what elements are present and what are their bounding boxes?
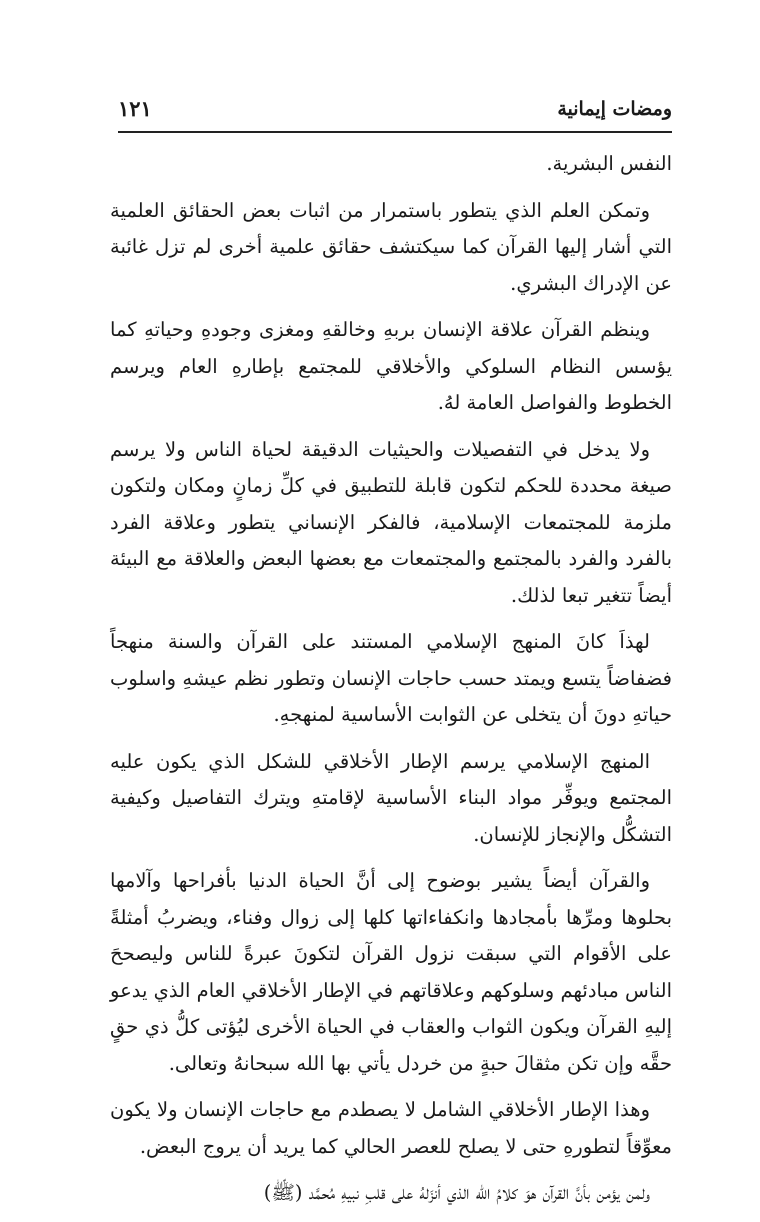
paragraph: والقرآن أيضاً يشير بوضوح إلى أنَّ الحياة الدنيا بأفراحها وآلامها بحلوها ومرِّها بأمجادها وانكفاءاتها كلها إلى زوال وفناء، ويضربُ أمثلةً على الأقوام التي سبقت نزول القرآن لتكونَ عبرةً للناس وليصححَ الناس مبادئهم وسلوكهم وعلاقاتهم في الإطار الأخلاقي العام الذي يدعو إليهِ القرآن ويكون الثواب والعقاب في الحياة الأخرى ليُؤتى كلُّ ذي حقٍ حقَّه وإن تكن مثقالَ حبةٍ من خردل يأتي بها الله سبحانهُ وتعالى. xyxy=(110,869,672,1075)
running-header xyxy=(118,94,672,128)
paragraph: وينظم القرآن علاقة الإنسان بربهِ وخالقهِ ومغزى وجودهِ وحياتهِ كما يؤسس النظام السلوكي والأخلاقي للمجتمع بإطارهِ العام ويرسم الخطوط والفواصل العامة لهُ. xyxy=(110,318,672,414)
paragraph: لهذاَ كانَ المنهج الإسلامي المستند على القرآن والسنة منهجاً فضفاضاً يتسع ويمتد حسب حاجات الإنسان وتطور نظم عيشهِ واسلوب حياتهِ دونَ أن يتخلى عن الثوابت الأساسية لمنهجهِ. xyxy=(110,630,672,726)
header-rule xyxy=(118,131,672,133)
paragraph: وتمكن العلم الذي يتطور باستمرار من اثبات بعض الحقائق العلمية التي أشار إليها القرآن كما سيكتشف حقائق علمية أخرى لم تزل غائبة عن الإدراك البشري. xyxy=(110,198,672,295)
paragraph: ولمن يؤمن بأنَّ القرآن هوَ كلامُ الله الذي أنزَلهُ على قلبِ نبيهِ مُحمَّد (ﷺ) xyxy=(263,1181,650,1204)
paragraph: ولا يدخل في التفصيلات والحيثيات الدقيقة لحياة الناس ولا يرسم صيغة محددة للحكم لتكون قابلة للتطبيق في كلِّ زمانٍ ومكان ولتكون ملزمة للمجتمعات الإسلامية، فالفكر الإنساني يتطور وعلاقة الفرد بالفرد والفرد بالمجتمع والمجتمعات مع بعضها البعض والعلاقة مع البيئة أيضاً تتغير تبعا لذلك. xyxy=(110,437,672,607)
paragraph: المنهج الإسلامي يرسم الإطار الأخلاقي للشكل الذي يكون عليه المجتمع ويوفِّر مواد البناء الأساسية لإقامتهِ ويترك التفاصيل وكيفية التشكُّل والإنجاز للإنسان. xyxy=(110,749,672,846)
paragraph: النفس البشرية. xyxy=(546,152,672,175)
page-number: ١٢١ xyxy=(118,96,152,121)
running-title: ومضات إيمانية xyxy=(557,98,672,120)
page-body xyxy=(110,146,672,1222)
paragraph: وهذا الإطار الأخلاقي الشامل لا يصطدم مع حاجات الإنسان ولا يكون معوِّقاً لتطورهِ حتى لا يصلح للعصر الحالي كما يريد أن يروج البعض. xyxy=(110,1098,672,1158)
